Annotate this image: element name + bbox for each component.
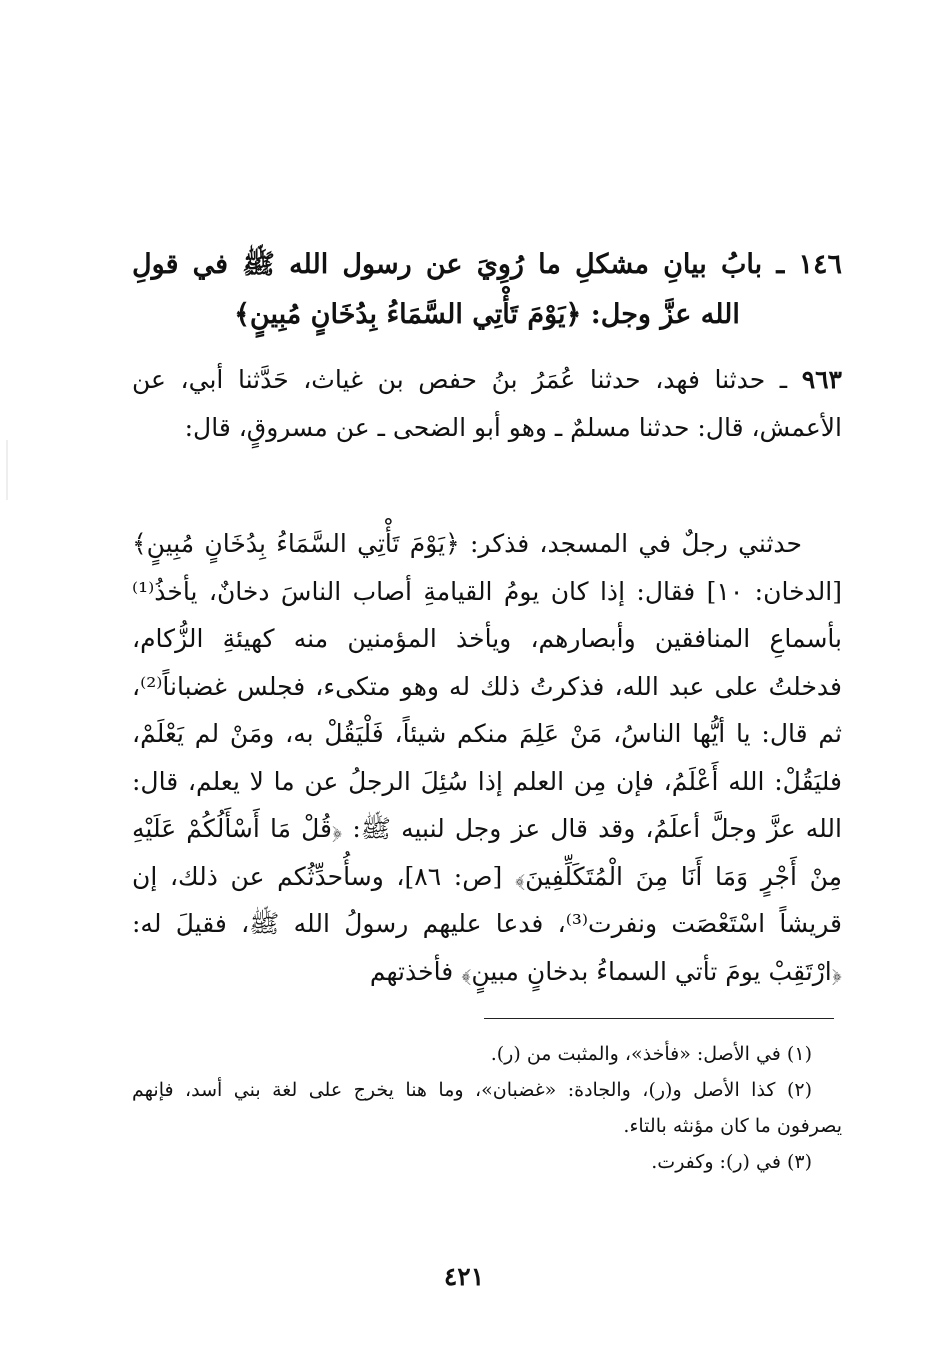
- chapter-heading-line-2: الله عزَّ وجل: ﴿يَوْمَ تَأْتِي السَّمَاءُ بِدُخَانٍ مُبِينٍ﴾: [234, 299, 740, 330]
- hadith-matn: حدثني رجلٌ في المسجد، فذكر: ﴿يَوْمَ تَأْتِي السَّمَاءُ بِدُخَانٍ مُبِينٍ﴾ [الدخان: ١٠] فقال: إذا كان يومُ القيامةِ أصاب الناسَ دخانٌ، يأخذُ⁽¹⁾ بأسماعِ المنافقين وأبصارهم، ويأخذ المؤمنين منه كهيئةِ الزُّكام، فدخلتُ على عبد الله، فذكرتُ ذلك له وهو متكىء، فجلس غضباناً⁽²⁾، ثم قال: يا أيُّها الناسُ، مَنْ عَلِمَ منكم شيئاً، فَلْيَقُلْ به، ومَنْ لم يَعْلَمْ، فليَقُلْ: الله أَعْلَمُ، فإن مِن العلم إذا سُئِلَ الرجلُ عن ما لا يعلم، قال: الله عزَّ وجلَّ أعلَمُ، وقد قال عز وجل لنبيه ﷺ: ﴿قُلْ مَا أَسْأَلُكُمْ عَلَيْهِ مِنْ أَجْرٍ وَمَا أَنَا مِنَ الْمُتَكَلِّفِينَ﴾ [ص: ٨٦]، وسأُحدِّثُكم عن ذلك، إن قريشاً اسْتَعْصَت ونفرت⁽³⁾، فدعا عليهم رسولُ الله ﷺ، فقيلَ له: ﴿ارْتَقِبْ يومَ تأتي السماءُ بدخانٍ مبينٍ﴾ فأخذتهم: [132, 529, 842, 986]
- footnote-3: (٣) في (ر): وكفرت.: [651, 1151, 812, 1173]
- footnote-2: (٢) كذا الأصل و(ر)، والجادة: «غضبان»، وما هنا يخرج على لغة بني أسد، فإنهم يصرفون ما كان مؤنثه بالتاء.: [132, 1079, 842, 1137]
- page-number: ٤٢١: [443, 1262, 485, 1291]
- chapter-heading-line-1: ١٤٦ ـ بابُ بيانِ مشكلِ ما رُوِيَ عن رسول الله ﷺ في قولِ: [132, 249, 842, 280]
- hadith-isnad-text: ـ حدثنا فهد، حدثنا عُمَرُ بنُ حفص بن غياث، حَدَّثنا أبي، عن الأعمش، قال: حدثنا مسلمٌ ـ وهو أبو الضحى ـ عن مسروقٍ، قال:: [132, 365, 842, 442]
- chapter-heading: [132, 240, 842, 340]
- footnote-divider: [484, 1018, 834, 1019]
- footnotes: [132, 1036, 842, 1180]
- scan-margin-mark: [6, 440, 8, 500]
- footnote-1: (١) في الأصل: «فأخذ»، والمثبت من (ر).: [490, 1043, 812, 1065]
- hadith-isnad: [132, 356, 842, 452]
- hadith-number: ٩٦٣: [801, 365, 842, 394]
